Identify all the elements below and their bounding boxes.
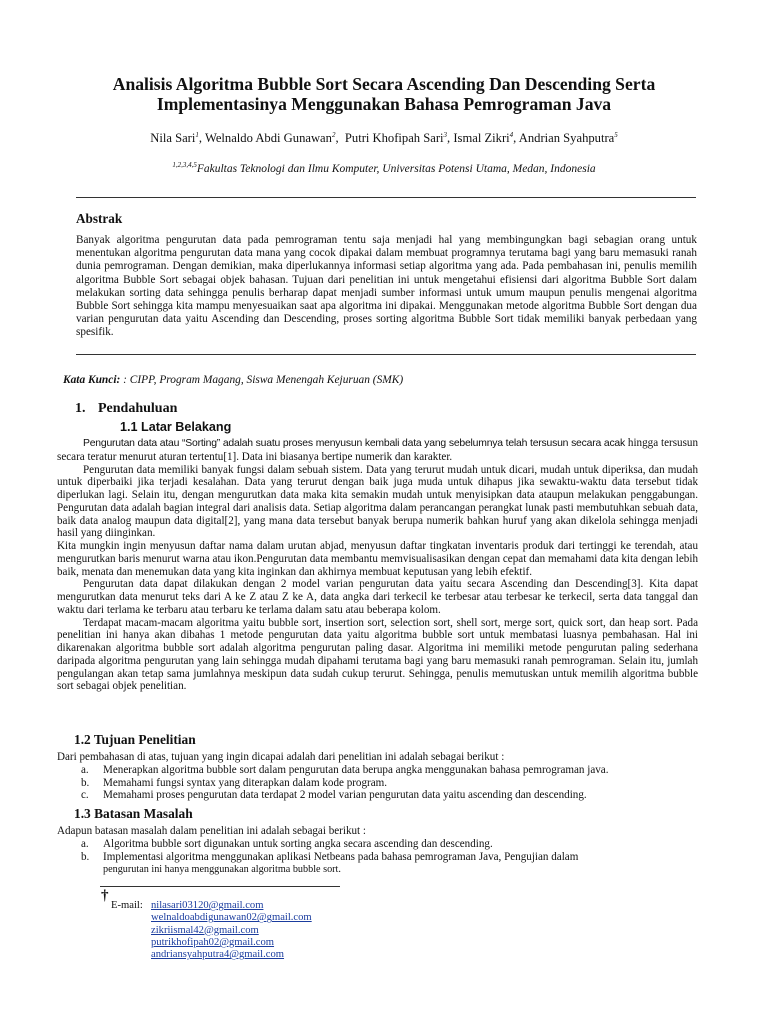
email-link[interactable]: andriansyahputra4@gmail.com [151, 949, 285, 961]
author-name: Andrian Syahputra [518, 131, 615, 145]
author-name: Putri Khofipah Sari [344, 131, 444, 145]
tujuan-penelitian-body [57, 751, 698, 802]
email-row [111, 949, 312, 961]
author-sep: , [513, 131, 519, 145]
author-sep: , [335, 131, 345, 145]
list-intro: Adapun batasan masalah dalam penelitian ini adalah sebagai berikut : [57, 825, 366, 837]
email-link[interactable]: nilasari03120@gmail.com [151, 900, 264, 911]
subsection-batasan-masalah: 1.3 Batasan Masalah [74, 806, 193, 821]
footnote-marker: † [101, 888, 109, 904]
email-link[interactable]: zikriismal42@gmail.com [151, 924, 259, 936]
subsection-tujuan-penelitian: 1.2 Tujuan Penelitian [74, 732, 196, 747]
author-name: Nila Sari [150, 131, 196, 145]
list-item-label: b. [81, 776, 90, 789]
email-link[interactable]: welnaldoabdigunawan02@gmail.com [151, 912, 312, 924]
author-sup: 3 [443, 131, 448, 139]
abstract-bottom-rule [76, 354, 696, 355]
list-item-text: Memahami fungsi syntax yang diterapkan dalam kode program. [103, 776, 388, 789]
list-item-label: b. [81, 850, 90, 863]
author-sup: 5 [614, 131, 618, 139]
keywords [63, 374, 403, 387]
section-heading-pendahuluan [75, 403, 177, 416]
paragraph: Kita mungkin ingin menyusun daftar nama dalam urutan abjad, menyusun daftar tingkatan inventaris produk dari tertinggi ke terendah, atau mengurutkan baris menurut warna atau ikon.Pengurutan data membantu memvisualisasikan dengan cepat dan memahami data kita dengan lebih baik, menata dan menemukan data yang kita inginkan dan akhirnya membuat keputusan yang lebih efektif. [57, 540, 698, 578]
objective-list [57, 764, 698, 802]
list-item-text: Memahami proses pengurutan data terdapat 2 model varian pengurutan data yaitu ascending dan descending. [103, 789, 587, 802]
paper-title [40, 74, 728, 114]
list-item [57, 838, 698, 851]
email-row [111, 900, 312, 912]
author-sup: 4 [509, 131, 514, 139]
list-item-text: Implementasi algoritma menggunakan aplikasi Netbeans pada bahasa pemrograman Java, Pengujian dalam [103, 850, 579, 863]
paper-title-line-2: Implementasinya Menggunakan Bahasa Pemrograman Java [156, 94, 612, 114]
list-item-text-tail: pengurutan ini hanya menggunakan algoritma bubble sort. [103, 864, 341, 876]
affiliation-sup: 1,2,3,4,5 [172, 161, 197, 169]
abstract-top-rule [76, 197, 696, 198]
list-item-text: Menerapkan algoritma bubble sort dalam pengurutan data berupa angka menggunakan bahasa pemrograman java. [103, 763, 609, 776]
keywords-label: Kata Kunci: [63, 374, 121, 386]
footnote-rule [100, 886, 340, 887]
list-intro: Dari pembahasan di atas, tujuan yang ingin dicapai adalah dari penelitian ini adalah sebagai berikut : [57, 751, 505, 763]
section-title: Pendahuluan [98, 401, 178, 416]
keywords-text: : CIPP, Program Magang, Siswa Menengah Kejuruan (SMK) [120, 374, 404, 386]
email-label: E-mail: [111, 900, 143, 911]
section-number: 1. [75, 401, 86, 416]
paragraph: Pengurutan data memiliki banyak fungsi dalam sebuah sistem. Data yang terurut mudah untuk dicari, mudah untuk diperiksa, dan mudah untuk diperbaiki jika terjadi kesalahan. Data yang terurut dengan baik juga muda untuk dihapus jika sewaktu-waktu data tersebut tidak diperlukan lagi. Selain itu, dengan mengurutkan data maka kita semakin mudah untuk menyisipkan data ataupun melakukan penggabungan. Pengurutan data adalah bagian integral dari analisis data. Setiap algoritma dalam perancangan perangkat lunak pasti membutuhkan sebuah data, baik data analog maupun data digital[2], yang mana data tersebut banyak berupa numerik bahkan huruf yang akan dikelola sehingga menjadi hasil yang diinginkan. [57, 463, 698, 540]
scope-list [57, 838, 698, 877]
abstract-text: Banyak algoritma pengurutan data pada pemrograman tentu saja menjadi hal yang membingungkan bagi sebagian orang untuk menentukan algoritma pengurutan data mana yang cocok dipakai dalam membuat programnya terutama bagi yang baru memasuki ranah dunia pemrograman. Dengan demikian, maka diperlukannya informasi setiap algoritma yang ada. Pada pembahasan ini, penulis memilih algoritma Bubble Sort sebagai objek bahasan. Tujuan dari penelitian ini untuk mengetahui efisiensi dari algoritma Bubble Sort dalam melakukan sorting data sehingga penulis berharap dapat menjadi sumber informasi untuk umum maupun penulis mengenai algoritma Bubble Sort sehingga kita mampu menyesuaikan saat apa algoritma ini dipakai. Menggunakan metode algoritma Bubble Sort dengan dua varian pengurutan data yaitu Ascending dan Descending, proses sorting algoritma Bubble Sort tidak memiliki banyak perbedaan yang spesifik. [76, 234, 697, 339]
email-row [111, 925, 312, 937]
list-item [57, 789, 698, 802]
author-sep: , [447, 131, 454, 145]
footnote-emails [111, 900, 312, 961]
list-item-label: a. [81, 837, 89, 850]
paragraph-first-line: Pengurutan data atau “Sorting” adalah suatu proses menyusun kembali data yang sebelumnya telah tersusun secara acak [83, 438, 626, 449]
list-item [57, 777, 698, 790]
affiliation [40, 158, 728, 177]
paper-title-line-1: Analisis Algoritma Bubble Sort Secara Ascending Dan Descending Serta [112, 74, 656, 94]
batasan-masalah-body [57, 825, 698, 877]
paragraph [57, 437, 698, 464]
abstract-heading: Abstrak [76, 211, 123, 226]
author-sup: 1 [195, 131, 199, 139]
author-name: Welnaldo Abdi Gunawan [204, 131, 332, 145]
subsection-latar-belakang: 1.1 Latar Belakang [120, 420, 232, 434]
email-link[interactable]: putrikhofipah02@gmail.com [151, 936, 275, 948]
list-item-label: c. [81, 789, 89, 802]
list-item [57, 851, 698, 878]
email-row [111, 912, 312, 924]
paragraph-continuation: hingga tersusun secara teratur menurut aturan tertentu[1]. Data ini biasanya bertipe numerik dan karakter. [57, 437, 698, 463]
email-row [111, 937, 312, 949]
author-list [40, 128, 728, 146]
list-item-label: a. [81, 763, 89, 776]
author-sup: 2 [331, 131, 336, 139]
list-item-text: Algoritma bubble sort digunakan untuk sorting angka secara ascending dan descending. [103, 837, 493, 850]
list-item [57, 764, 698, 777]
author-sep: , [198, 131, 205, 145]
affiliation-text: Fakultas Teknologi dan Ilmu Komputer, Universitas Potensi Utama, Medan, Indonesia [196, 163, 596, 175]
latar-belakang-body [57, 437, 698, 693]
author-name: Ismal Zikri [453, 131, 510, 145]
paragraph: Pengurutan data dapat dilakukan dengan 2 model varian pengurutan data yaitu secara Ascending dan Descending[3]. Kita dapat mengurutkan data menurut teks dari A ke Z atau Z ke A, data angka dari terkecil ke terbesar atau terbesar ke terkecil, serta data tanggal dan waktu dari terlama ke terbaru atau terbaru ke terlama dalam satu atau beberapa kolom. [57, 578, 698, 616]
paragraph: Terdapat macam-macam algoritma yaitu bubble sort, insertion sort, selection sort, shell sort, merge sort, quick sort, dan heap sort. Pada penelitian ini hanya akan dibahas 1 metode pengurutan data yaitu algoritma bubble sort untuk membatasi luasnya pembahasan. Hal ini dikarenakan algoritma bubble sort adalah algoritma pengurutan paling dasar. Algoritma ini memiliki metode pengurutan paling sederhana daripada algoritma pengurutan yang lain sehingga mudah dipahami terutama bagi yang baru memasuki ranah pemrograman. Selain itu, jumlah pengulangan akan tetap sama jumlahnya meskipun data sudah cukup terurut. Sehingga, penulis memutuskan untuk memilih algoritma bubble sort sebagai objek penelitian. [57, 616, 698, 693]
